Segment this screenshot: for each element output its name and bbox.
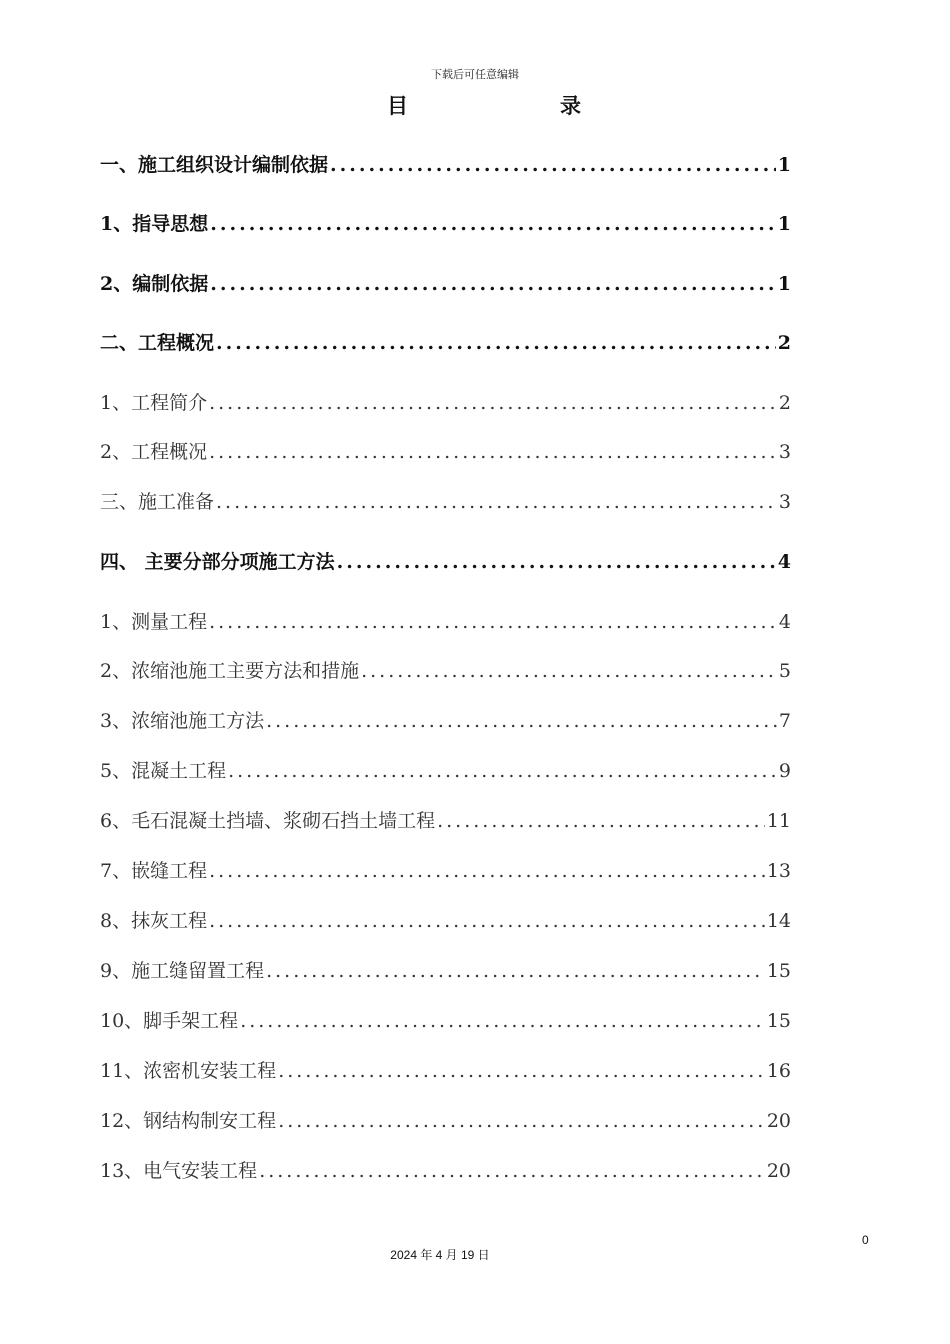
toc-leader-dots <box>330 154 776 176</box>
toc-entry-label: 二、工程概况 <box>100 332 215 354</box>
toc-entry-label: 6、毛石混凝土挡墙、浆砌石挡土墙工程 <box>100 810 436 832</box>
toc-entry-page: 14 <box>766 910 791 932</box>
toc-leader-dots <box>278 1060 765 1082</box>
toc-entry-label: 2、浓缩池施工主要方法和措施 <box>100 660 360 682</box>
toc-entry[interactable] <box>100 150 791 180</box>
toc-leader-dots <box>266 960 765 982</box>
toc-entry[interactable] <box>100 487 791 517</box>
toc-entry[interactable] <box>100 1006 791 1036</box>
toc-entry-page: 9 <box>778 760 791 782</box>
toc-leader-dots <box>337 551 776 573</box>
toc-entry[interactable] <box>100 547 791 577</box>
toc-entry-page: 15 <box>766 960 791 982</box>
toc-entry[interactable] <box>100 906 791 936</box>
toc-entry[interactable] <box>100 956 791 986</box>
toc-entry-label: 11、浓密机安装工程 <box>100 1060 277 1082</box>
toc-leader-dots <box>210 213 776 235</box>
page-number: 0 <box>862 1233 869 1247</box>
toc-entry[interactable] <box>100 656 791 686</box>
toc-entry-page: 3 <box>778 491 791 513</box>
toc-title-char-1: 目 <box>387 93 408 118</box>
toc-entry-label: 9、施工缝留置工程 <box>100 960 265 982</box>
toc-entry[interactable] <box>100 437 791 467</box>
toc-entry[interactable] <box>100 1106 791 1136</box>
toc-entry-page: 4 <box>777 551 791 573</box>
toc-entry-page: 20 <box>766 1160 791 1182</box>
toc-entry-page: 4 <box>778 611 791 633</box>
toc-entry[interactable] <box>100 806 791 836</box>
toc-entry[interactable] <box>100 388 791 418</box>
toc-entry-label: 12、钢结构制安工程 <box>100 1110 277 1132</box>
toc-entry-label: 一、施工组织设计编制依据 <box>100 154 329 176</box>
toc-entry-label: 1、工程简介 <box>100 392 208 414</box>
toc-entry[interactable] <box>100 607 791 637</box>
toc-entry-page: 15 <box>766 1010 791 1032</box>
toc-entry[interactable] <box>100 209 791 239</box>
toc-leader-dots <box>228 760 777 782</box>
toc-leader-dots <box>361 660 777 682</box>
toc-entry-page: 11 <box>766 810 791 832</box>
toc-leader-dots <box>209 441 777 463</box>
toc-entry-label: 3、浓缩池施工方法 <box>100 710 265 732</box>
toc-entry-label: 10、脚手架工程 <box>100 1010 239 1032</box>
toc-leader-dots <box>437 810 765 832</box>
toc-entry[interactable] <box>100 706 791 736</box>
toc-leader-dots <box>216 332 776 354</box>
toc-leader-dots <box>209 860 765 882</box>
header-note: 下载后可任意编辑 <box>431 68 519 81</box>
toc-entry-label: 7、嵌缝工程 <box>100 860 208 882</box>
toc-title <box>387 90 587 120</box>
toc-leader-dots <box>278 1110 765 1132</box>
toc-entry-label: 8、抹灰工程 <box>100 910 208 932</box>
toc-leader-dots <box>266 710 777 732</box>
toc-entry-label: 四、 主要分部分项施工方法 <box>100 551 335 573</box>
toc-leader-dots <box>210 273 776 295</box>
toc-entry[interactable] <box>100 756 791 786</box>
toc-entry-page: 13 <box>766 860 791 882</box>
toc-leader-dots <box>209 392 777 414</box>
toc-entry-page: 3 <box>778 441 791 463</box>
toc-entry-page: 5 <box>778 660 791 682</box>
toc-entry-page: 2 <box>778 392 791 414</box>
toc-entry-label: 1、指导思想 <box>100 213 209 235</box>
toc-entry-label: 1、测量工程 <box>100 611 208 633</box>
toc-leader-dots <box>209 611 777 633</box>
toc-leader-dots <box>209 910 765 932</box>
toc-leader-dots <box>216 491 777 513</box>
toc-entry[interactable] <box>100 1056 791 1086</box>
toc-leader-dots <box>259 1160 765 1182</box>
toc-entry-page: 16 <box>766 1060 791 1082</box>
toc-title-char-2: 录 <box>560 93 581 118</box>
toc-entry-label: 5、混凝土工程 <box>100 760 227 782</box>
toc-entry[interactable] <box>100 328 791 358</box>
toc-entry[interactable] <box>100 856 791 886</box>
toc-entry[interactable] <box>100 1156 791 1186</box>
footer-date: 2024 年 4 月 19 日 <box>390 1248 490 1262</box>
toc-entry-label: 2、编制依据 <box>100 273 209 295</box>
toc-entry-page: 2 <box>777 332 791 354</box>
toc-leader-dots <box>240 1010 765 1032</box>
toc-entry-page: 7 <box>778 710 791 732</box>
toc-entry-label: 2、工程概况 <box>100 441 208 463</box>
toc-entry-page: 1 <box>777 213 791 235</box>
toc-entry-page: 1 <box>777 273 791 295</box>
toc-entry-label: 13、电气安装工程 <box>100 1160 258 1182</box>
toc-entry-page: 20 <box>766 1110 791 1132</box>
toc-entry-page: 1 <box>777 154 791 176</box>
toc-entry-label: 三、施工准备 <box>100 491 215 513</box>
toc-entry[interactable] <box>100 269 791 299</box>
